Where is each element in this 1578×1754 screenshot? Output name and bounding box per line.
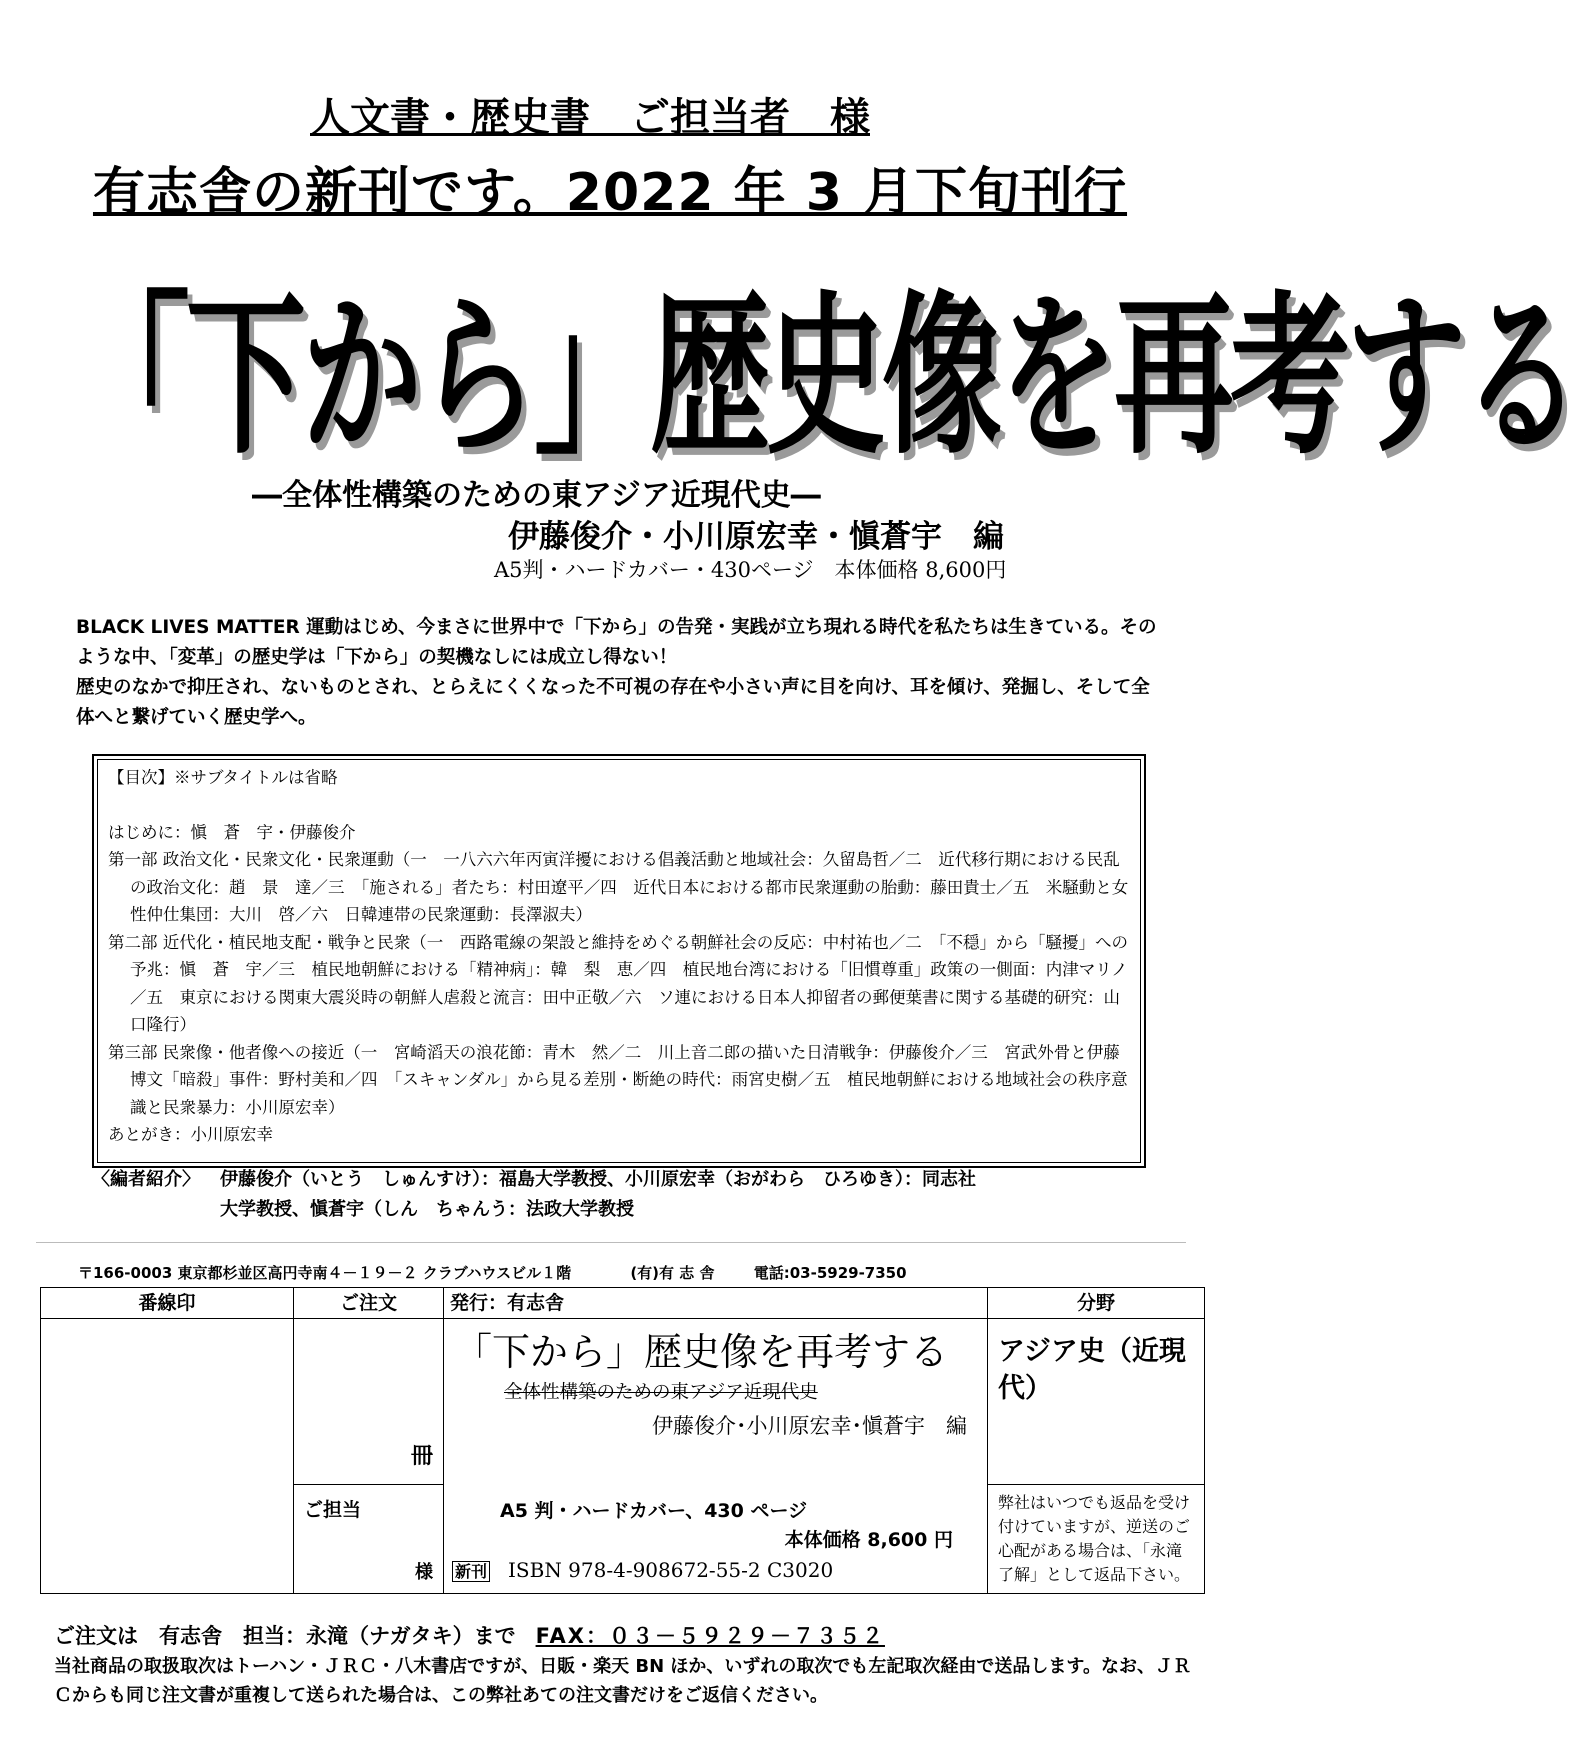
stamp-box[interactable] <box>41 1319 294 1594</box>
column-order: ご注文 <box>294 1288 444 1319</box>
description-paragraph: 歴史のなかで抑圧され、ないものとされ、とらえにくくなった不可視の存在や小さい声に目を向け、耳を傾け、発掘し、そして全体へと繋げていく歴史学へ。 <box>76 677 1150 728</box>
contact-label: ご担当 <box>304 1499 362 1521</box>
toc-part: 第一部 政治文化・民衆文化・民衆運動（一 一八六六年丙寅洋擾における倡義活動と地域社会：久留島哲／二 近代移行期における民乱の政治文化：趙 景 達／三 「施される」者たち：村田遼平／四 近代日本における都市民衆運動の胎動：藤田貴士／五 米騒動と女性仲仕集団：大川 啓／六 日韓連帯の民衆運動：長澤淑夫） <box>108 850 1129 924</box>
description-paragraph: BLACK LIVES MATTER 運動はじめ、今まさに世界中で「下から」の告発・実践が立ち現れる時代を私たちは生きている。そのような中、「変革」の歴史学は「下から」の契機なしには成立し得ない！ <box>76 617 1157 668</box>
form-book-specs: A5 判・ハードカバー、430 ページ <box>500 1500 808 1522</box>
genre-value: アジア史（近現代） <box>998 1336 1186 1404</box>
order-contact <box>54 1620 885 1650</box>
quantity-box[interactable] <box>294 1319 444 1485</box>
form-book-subtitle: 全体性構築のための東アジア近現代史 <box>504 1382 818 1403</box>
form-book-price: 本体価格 8,600 円 <box>784 1529 953 1551</box>
distribution-note: 当社商品の取扱取次はトーハン・ＪＲＣ・八木書店ですが、日販・楽天 BN ほか、いずれの取次でも左記取次経由で送品します。なお、ＪＲＣからも同じ注文書が重複して送られた場合は、この弊社あての注文書だけをご返信ください。 <box>54 1656 1191 1706</box>
addressee-heading: 人文書・歴史書 ご担当者 様 <box>310 95 870 141</box>
book-info-cell <box>444 1319 988 1594</box>
column-genre: 分野 <box>988 1288 1205 1319</box>
book-title: 「下から」歴史像を再考する <box>70 277 1578 479</box>
new-badge: 新刊 <box>452 1561 490 1582</box>
book-description <box>76 613 1166 733</box>
book-editors: 伊藤俊介・小川原宏幸・愼蒼宇 編 <box>508 519 1004 555</box>
table-of-contents <box>92 754 1146 1168</box>
publisher-address: 〒166-0003 東京都杉並区高円寺南４－１９－２ クラブハウスビル１階 <box>78 1264 572 1282</box>
toc-heading: 【目次】※サブタイトルは省略 <box>108 768 338 787</box>
contact-box[interactable] <box>294 1485 444 1594</box>
toc-part: 第三部 民衆像・他者像への接近（一 宮崎滔天の浪花節：青木 然／二 川上音二郎の描いた日清戦争：伊藤俊介／三 宮武外骨と伊藤博文「暗殺」事件：野村美和／四 「スキャンダル」から見る差別・断絶の時代：雨宮史樹／五 植民地朝鮮における地域社会の秩序意識と民衆暴力：小川原宏幸） <box>108 1042 1128 1117</box>
sama-label: 様 <box>415 1562 433 1583</box>
returns-note: 弊社はいつでも返品を受け付けていますが、逆送のご心配がある場合は、「永滝 了解」として返品下さい。 <box>998 1493 1191 1584</box>
order-contact-text: ご注文は 有志舎 担当：永滝（ナガタキ）まで <box>54 1624 516 1648</box>
profile-line: 伊藤俊介（いとう しゅんすけ）：福島大学教授、小川原宏幸（おがわら ひろゆき）：同志社 <box>220 1169 976 1190</box>
toc-intro: はじめに：愼 蒼 宇・伊藤俊介 <box>108 822 356 842</box>
form-book-isbn: 新刊 ISBN 978-4-908672-55-2 C3020 <box>452 1558 987 1582</box>
publisher-address-line <box>78 1262 921 1283</box>
order-form <box>40 1287 1205 1594</box>
form-book-editors: 伊藤俊介･小川原宏幸･愼蒼宇 編 <box>652 1414 967 1438</box>
release-heading: 有志舎の新刊です。2022 年 3 月下旬刊行 <box>92 163 1128 223</box>
returns-cell <box>988 1485 1205 1594</box>
quantity-unit: 冊 <box>410 1444 433 1469</box>
book-specs: A5判・ハードカバー・430ページ 本体価格 8,600円 <box>494 558 1007 582</box>
publisher-name: (有)有 志 舎 <box>630 1264 715 1282</box>
fax-number: FAX：０３－５９２９－７３５２ <box>535 1624 885 1648</box>
editor-profile <box>92 1165 1172 1225</box>
profile-label: 〈編者紹介〉 <box>92 1169 200 1190</box>
divider <box>36 1242 1186 1243</box>
column-publisher: 発行：有志舎 <box>444 1288 988 1319</box>
column-stamp: 番線印 <box>41 1288 294 1319</box>
genre-cell <box>988 1319 1205 1485</box>
book-subtitle: ―全体性構築のための東アジア近現代史― <box>252 478 821 513</box>
publisher-phone: 電話:03-5929-7350 <box>753 1264 907 1282</box>
toc-afterword: あとがき：小川原宏幸 <box>108 1125 273 1144</box>
profile-line: 大学教授、愼蒼宇（しん ちゃんう：法政大学教授 <box>220 1199 634 1220</box>
form-book-title: 「下から」歴史像を再考する <box>454 1330 949 1374</box>
toc-part: 第二部 近代化・植民地支配・戦争と民衆（一 西路電線の架設と維持をめぐる朝鮮社会の反応：中村祐也／二 「不穏」から「騒擾」への予兆：愼 蒼 宇／三 植民地朝鮮における「精神病」：韓 梨 恵／四 植民地台湾における「旧慣尊重」政策の一側面：内津マリノ／五 東京における関東大震災時の朝鮮人虐殺と流言：田中正敬／六 ソ連における日本人抑留者の郵便葉書に関する基礎的研究：山口隆行） <box>108 932 1128 1034</box>
